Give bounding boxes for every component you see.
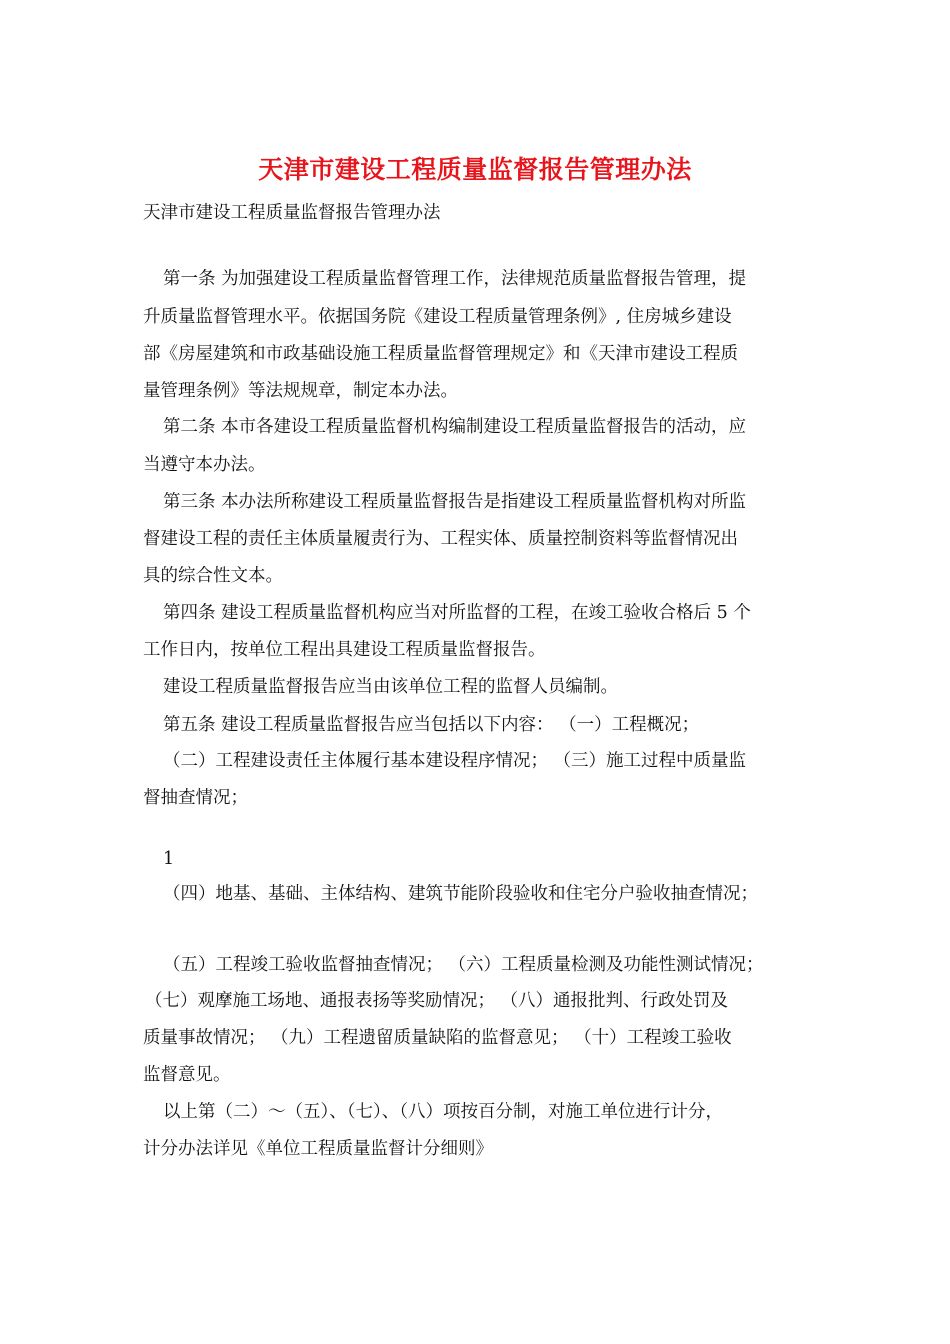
paragraph-line: （四）地基、基础、主体结构、建筑节能阶段验收和住宅分户验收抽查情况； [163,884,758,904]
paragraph-line: 督抽查情况； [143,788,248,808]
paragraph-line: （五）工程竣工验收监督抽查情况； （六）工程质量检测及功能性测试情况； [163,955,764,975]
paragraph-line: 升质量监督管理水平。依据国务院《建设工程质量管理条例》, 住房城乡建设 [143,307,732,327]
paragraph-line: （七）观摩施工场地、通报表扬等奖励情况； （八）通报批判、行政处罚及 [145,991,729,1011]
paragraph-line: 第四条 建设工程质量监督机构应当对所监督的工程，在竣工验收合格后 5 个 [163,603,751,623]
paragraph-line: 量管理条例》等法规规章，制定本办法。 [143,381,458,401]
paragraph-line: 第五条 建设工程质量监督报告应当包括以下内容： （一）工程概况； [163,715,700,735]
paragraph-line: 工作日内，按单位工程出具建设工程质量监督报告。 [143,640,546,660]
paragraph-line: 第三条 本办法所称建设工程质量监督报告是指建设工程质量监督机构对所监 [163,492,747,512]
paragraph-line: 以上第（二）～（五）、（七）、（八）项按百分制，对施工单位进行计分， [163,1102,723,1122]
document-subtitle: 天津市建设工程质量监督报告管理办法 [143,203,441,223]
paragraph-line: 当遵守本办法。 [143,455,266,475]
paragraph-line: 具的综合性文本。 [143,566,283,586]
paragraph-line: 质量事故情况； （九）工程遗留质量缺陷的监督意见； （十）工程竣工验收 [143,1028,732,1048]
paragraph-line: 监督意见。 [143,1065,231,1085]
paragraph-line: 建设工程质量监督报告应当由该单位工程的监督人员编制。 [163,677,618,697]
paragraph-line: 第一条 为加强建设工程质量监督管理工作，法律规范质量监督报告管理，提 [163,269,747,289]
paragraph-line: 部《房屋建筑和市政基础设施工程质量监督管理规定》和《天津市建设工程质 [143,344,738,364]
paragraph-line: 第二条 本市各建设工程质量监督机构编制建设工程质量监督报告的活动，应 [163,417,747,437]
paragraph-line: （二）工程建设责任主体履行基本建设程序情况； （三）施工过程中质量监 [163,751,747,771]
paragraph-line: 督建设工程的责任主体质量履责行为、工程实体、质量控制资料等监督情况出 [143,529,738,549]
document-title: 天津市建设工程质量监督报告管理办法 [258,155,692,184]
page-number: 1 [163,849,175,869]
paragraph-line: 计分办法详见《单位工程质量监督计分细则》 [143,1139,493,1159]
